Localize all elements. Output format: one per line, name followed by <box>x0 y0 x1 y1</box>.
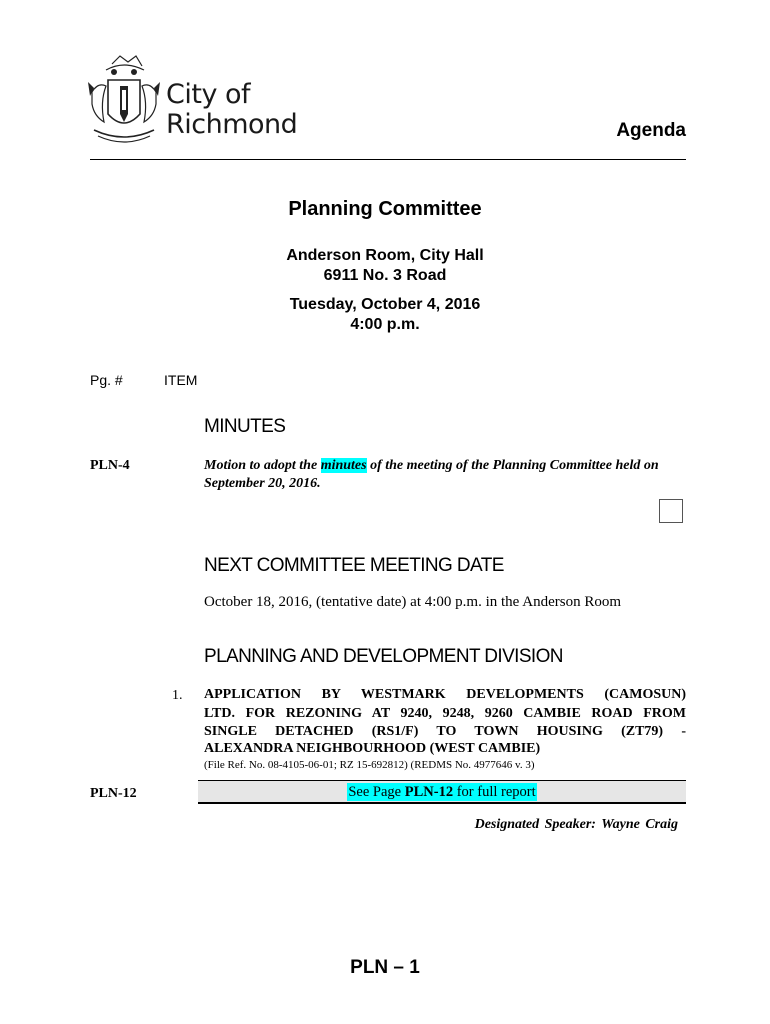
header-divider <box>90 159 686 160</box>
next-meeting-text: October 18, 2016, (tentative date) at 4:00 p.m. in the Anderson Room <box>204 594 621 610</box>
report-link[interactable] <box>347 783 536 801</box>
meeting-room: Anderson Room, City Hall <box>286 247 484 264</box>
file-reference: (File Ref. No. 08-4105-06-01; RZ 15-692812) (REDMS No. 4977646 v. 3) <box>204 759 535 771</box>
designated-speaker: Designated Speaker: Wayne Craig <box>474 817 678 832</box>
city-coat-of-arms-icon <box>84 52 164 148</box>
page-number-footer: PLN – 1 <box>350 957 420 978</box>
minutes-page-ref: PLN-4 <box>90 458 130 473</box>
report-link-suffix: for full report <box>453 784 536 800</box>
item-page-ref: PLN-12 <box>90 786 137 801</box>
meeting-date: Tuesday, October 4, 2016 <box>289 296 481 313</box>
committee-title: Planning Committee <box>288 198 482 220</box>
minutes-motion <box>204 457 690 493</box>
column-header-item: ITEM <box>164 372 198 388</box>
item-number: 1. <box>172 688 183 703</box>
motion-text-before: Motion to adopt the <box>204 458 321 473</box>
item-title-line: LTD. FOR REZONING AT 9240, 9248, 9260 CAMBIE ROAD FROM <box>204 705 686 721</box>
meeting-address: 6911 No. 3 Road <box>323 267 447 284</box>
meeting-time: 4:00 p.m. <box>350 316 420 333</box>
report-link-bar <box>198 780 686 804</box>
column-header-page: Pg. # <box>90 372 123 388</box>
item-title-last-line: ALEXANDRA NEIGHBOURHOOD (WEST CAMBIE) <box>204 741 541 756</box>
city-name-logo-text <box>166 80 297 140</box>
planning-division-heading: PLANNING AND DEVELOPMENT DIVISION <box>204 646 563 667</box>
item-title-line: APPLICATION BY WESTMARK DEVELOPMENTS (CAMOSUN) <box>204 687 686 702</box>
motion-text-after: of the meeting of the Planning Committee held on September 20, 2016. <box>204 458 659 491</box>
item-title <box>204 686 686 742</box>
report-link-page: PLN-12 <box>404 784 454 800</box>
highlighted-minutes-word: minutes <box>320 458 367 473</box>
city-name-line1: City of <box>166 79 251 110</box>
minutes-heading: MINUTES <box>204 416 286 437</box>
city-name-line2: Richmond <box>166 109 298 140</box>
item-title-line: SINGLE DETACHED (RS1/F) TO TOWN HOUSING (ZT79) - <box>204 724 686 739</box>
report-link-prefix: See Page <box>348 784 405 800</box>
document-type-title: Agenda <box>616 120 686 141</box>
checkbox-icon[interactable] <box>659 499 683 523</box>
next-meeting-heading: NEXT COMMITTEE MEETING DATE <box>204 555 504 576</box>
